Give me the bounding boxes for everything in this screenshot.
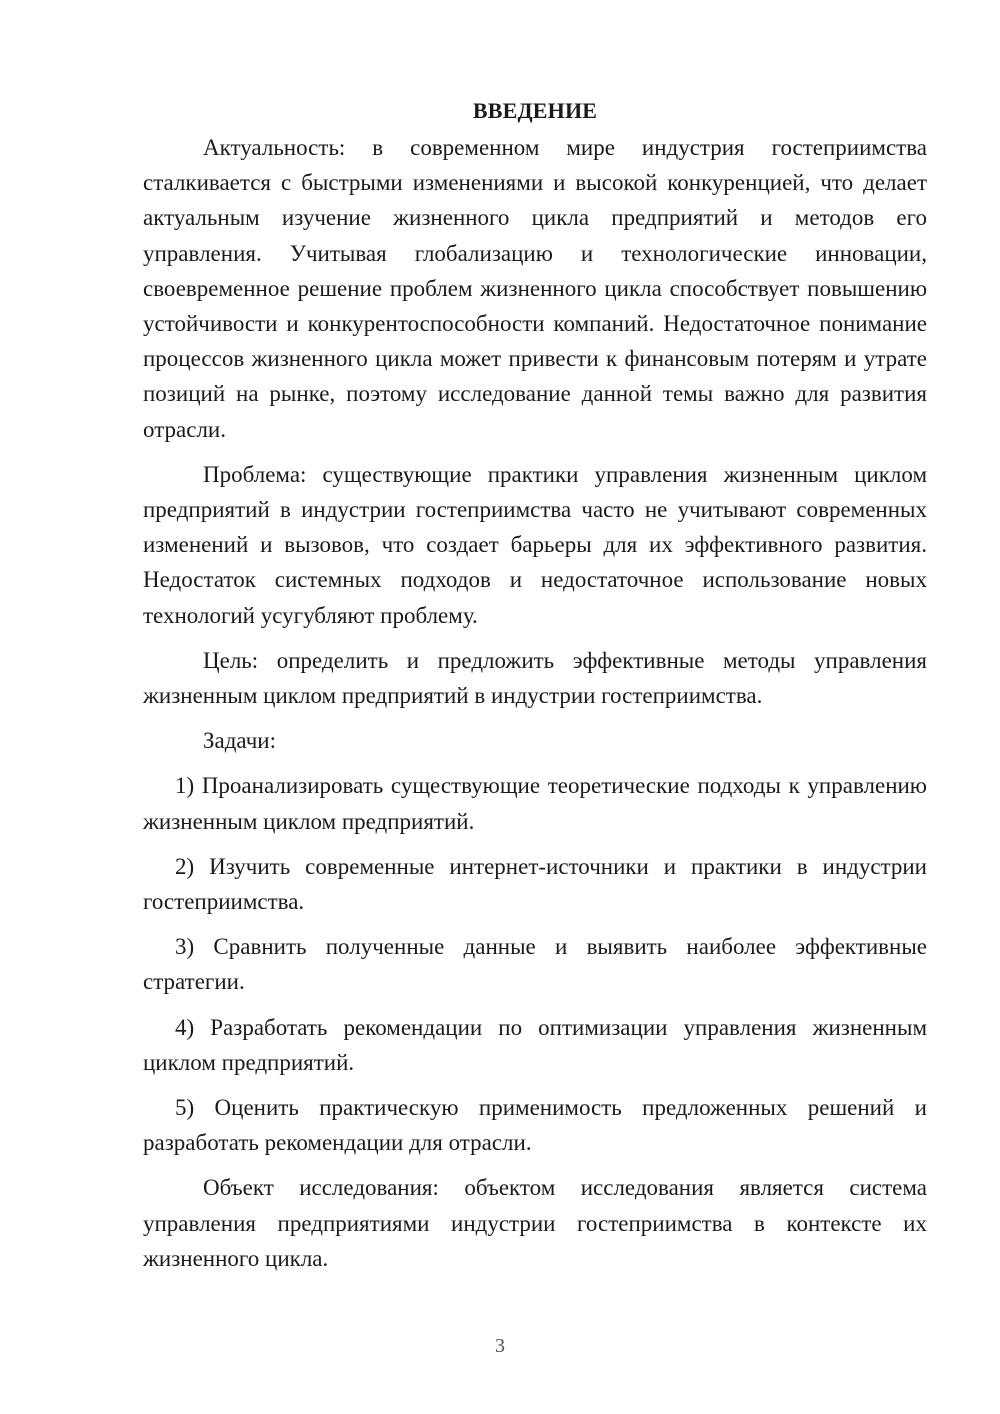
- task-item-4: 4) Разработать рекомендации по оптимизации управления жизненным циклом предприятий.: [143, 1014, 927, 1075]
- task-item-2: 2) Изучить современные интернет-источники и практики в индустрии гостеприимства.: [143, 853, 927, 915]
- task-item-5: 5) Оценить практическую применимость предложенных решений и разработать рекомендации для отрасли.: [143, 1095, 927, 1156]
- page-number: 3: [495, 1335, 505, 1357]
- paragraph-problem: Проблема: существующие практики управления жизненным циклом предприятий в индустрии гостеприимства часто не учитывают современных изменений и вызовов, что создает барьеры для их эффективного развития. Недостаток системных подходов и недостаточное использование новых технологий усугубляют проблему.: [143, 461, 927, 628]
- paragraph-relevance: Актуальность: в современном мире индустрия гостеприимства сталкивается с быстрыми изменениями и высокой конкуренцией, что делает актуальным изучение жизненного цикла предприятий и методов его управления. Учитывая глобализацию и технологические инновации, своевременное решение проблем жизненного цикла способствует повышению устойчивости и конкурентоспособности компаний. Недостаточное понимание процессов жизненного цикла может привести к финансовым потерям и утрате позиций на рынке, поэтому исследование данной темы важно для развития отрасли.: [143, 135, 927, 442]
- paragraph-goal: Цель: определить и предложить эффективные методы управления жизненным циклом предприятий в индустрии гостеприимства.: [143, 647, 927, 709]
- task-item-3: 3) Сравнить полученные данные и выявить наиболее эффективные стратегии.: [143, 934, 927, 995]
- page-content: [143, 96, 927, 1276]
- paragraph-tasks-heading: Задачи:: [203, 728, 276, 754]
- section-heading: ВВЕДЕНИЕ: [472, 98, 598, 123]
- paragraph-object: Объект исследования: объектом исследования является система управления предприятиями индустрии гостеприимства в контексте их жизненного цикла.: [143, 1175, 927, 1271]
- task-item-1: 1) Проанализировать существующие теоретические подходы к управлению жизненным циклом предприятий.: [143, 773, 927, 834]
